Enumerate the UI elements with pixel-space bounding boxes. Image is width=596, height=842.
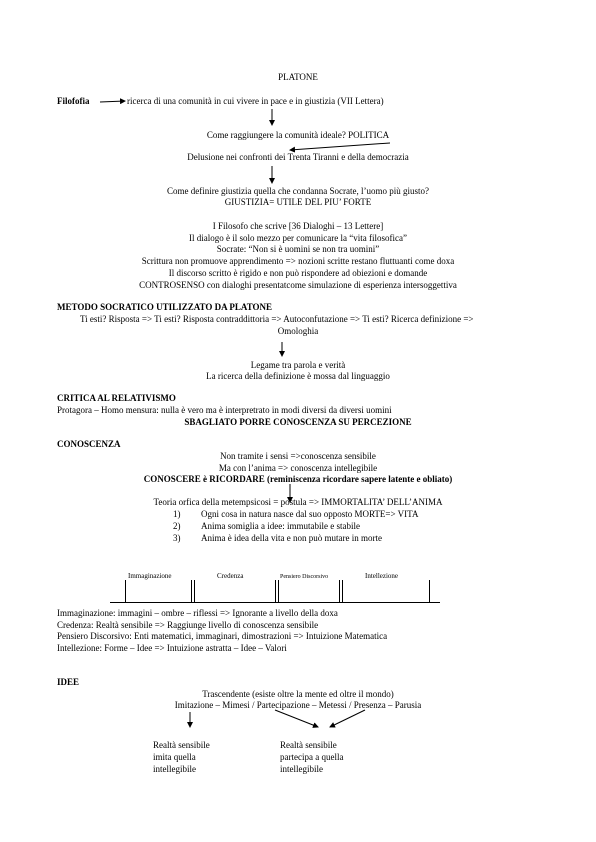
diagram-label-intellezione: Intellezione <box>365 572 399 580</box>
conoscenza-line-3: CONOSCERE è RICORDARE (reminiscenza ricordare sapere latente e obliato) <box>143 474 453 484</box>
idee-heading: IDEE <box>57 677 80 687</box>
conoscenza-line-4: Teoria orfica della metempsicosi = postula => IMMORTALITA’ DELL’ANIMA <box>153 497 443 507</box>
diagram-box-credenza <box>194 580 276 603</box>
metodo-line-2: Omologhia <box>277 326 319 336</box>
diagram-box-intellezione <box>342 580 430 603</box>
arrow-idee-right <box>330 710 365 727</box>
intro-line-10: Il discorso scritto è rigido e non può rispondere ad obiezioni e domande <box>168 268 428 278</box>
diagram-label-pensiero: Pensiero Discorsivo <box>280 574 329 580</box>
list-num: 3) <box>173 533 181 543</box>
idee-right-line: partecipa a quella <box>280 752 344 762</box>
intro-line-8: Socrate: “Non si è uomini se non tra uomini” <box>216 244 380 254</box>
arrow-idee-middle <box>275 710 318 727</box>
diagram-baseline <box>110 602 440 603</box>
intro-line-4: Come definire giustizia quella che condanna Socrate, l’uomo più giusto? <box>167 186 429 196</box>
idee-right-line: Realtà sensibile <box>280 740 337 750</box>
idee-left-line: imita quella <box>153 752 196 762</box>
grado-line: Credenza: Realtà sensibile => Raggiunge livello di conoscenza sensibile <box>57 620 319 630</box>
conoscenza-heading: CONOSCENZA <box>57 439 121 449</box>
metodo-heading: METODO SOCRATICO UTILIZZATO DA PLATONE <box>57 302 273 312</box>
intro-line-7: Il dialogo è il solo mezzo per comunicare la “vita filosofica” <box>189 233 407 243</box>
intro-line-6: I Filosofo che scrive [36 Dialoghi – 13 Lettere] <box>212 221 384 231</box>
idee-line-2: Imitazione – Mimesi / Partecipazione – Metessi / Presenza – Parusia <box>174 700 422 710</box>
conoscenza-line-2: Ma con l’anima => conoscenza intellegibile <box>218 463 378 473</box>
intro-line-1: ricerca di una comunità in cui vivere in pace e in giustizia (VII Lettera) <box>127 96 384 106</box>
grado-line: Pensiero Discorsivo: Enti matematici, immaginari, dimostrazioni => Intuizione Matematica <box>57 631 388 641</box>
intro-line-9: Scrittura non promuove apprendimento => nozioni scritte restano fluttuanti come doxa <box>141 256 455 266</box>
conoscenza-line-1: Non tramite i sensi =>conoscenza sensibile <box>220 451 376 461</box>
page-title: PLATONE <box>278 72 318 82</box>
diagram-label-immaginazione: Immaginazione <box>128 572 172 580</box>
list-item: Anima è idea della vita e non può mutare in morte <box>201 533 382 543</box>
metodo-line-1: Ti esti? Risposta => Ti esti? Risposta contraddittoria => Autoconfutazione => Ti esti? Ricerca definizione => <box>80 314 474 324</box>
list-num: 1) <box>173 509 181 519</box>
metodo-line-4: La ricerca della definizione è mossa dal linguaggio <box>206 371 390 381</box>
grado-line: Immaginazione: immagini – ombre – riflessi => Ignorante a livello della doxa <box>57 608 338 618</box>
diagram-box-immaginazione <box>125 580 192 603</box>
list-num: 2) <box>173 521 181 531</box>
idee-left-line: intellegibile <box>153 764 196 774</box>
list-item: Ogni cosa in natura nasce dal suo opposto MORTE=> VITA <box>201 509 419 519</box>
idee-right-line: intellegibile <box>280 764 323 774</box>
intro-line-3: Delusione nei confronti dei Trenta Tiranni e della democrazia <box>187 152 409 162</box>
intro-line-11: CONTROSENSO con dialoghi presentatcome simulazione di esperienza intersoggettiva <box>139 280 457 290</box>
list-item: Anima somiglia a idee: immutabile e stabile <box>201 521 360 531</box>
filofofia-label: Filofofia <box>57 96 90 106</box>
metodo-line-3: Legame tra parola e verità <box>250 360 346 370</box>
arrow-filofofia <box>100 101 125 102</box>
relativismo-line-1: Protagora – Homo mensura: nulla è vero ma è interpretrato in modi diversi da diversi uomini <box>57 405 392 415</box>
idee-line-1: Trascendente (esiste oltre la mente ed oltre il mondo) <box>202 689 394 699</box>
intro-line-2: Come raggiungere la comunità ideale? POLITICA <box>206 130 390 140</box>
arrow-politica <box>290 143 390 150</box>
idee-left-line: Realtà sensibile <box>153 740 210 750</box>
relativismo-line-2: SBAGLIATO PORRE CONOSCENZA SU PERCEZIONE <box>184 417 412 427</box>
diagram-label-credenza: Credenza <box>217 572 244 580</box>
relativismo-heading: CRITICA AL RELATIVISMO <box>57 393 176 403</box>
grado-line: Intellezione: Forme – Idee => Intuizione astratta – Idee – Valori <box>57 643 287 653</box>
intro-line-5: GIUSTIZIA= UTILE DEL PIU’ FORTE <box>224 197 372 207</box>
diagram-box-pensiero <box>278 580 340 603</box>
